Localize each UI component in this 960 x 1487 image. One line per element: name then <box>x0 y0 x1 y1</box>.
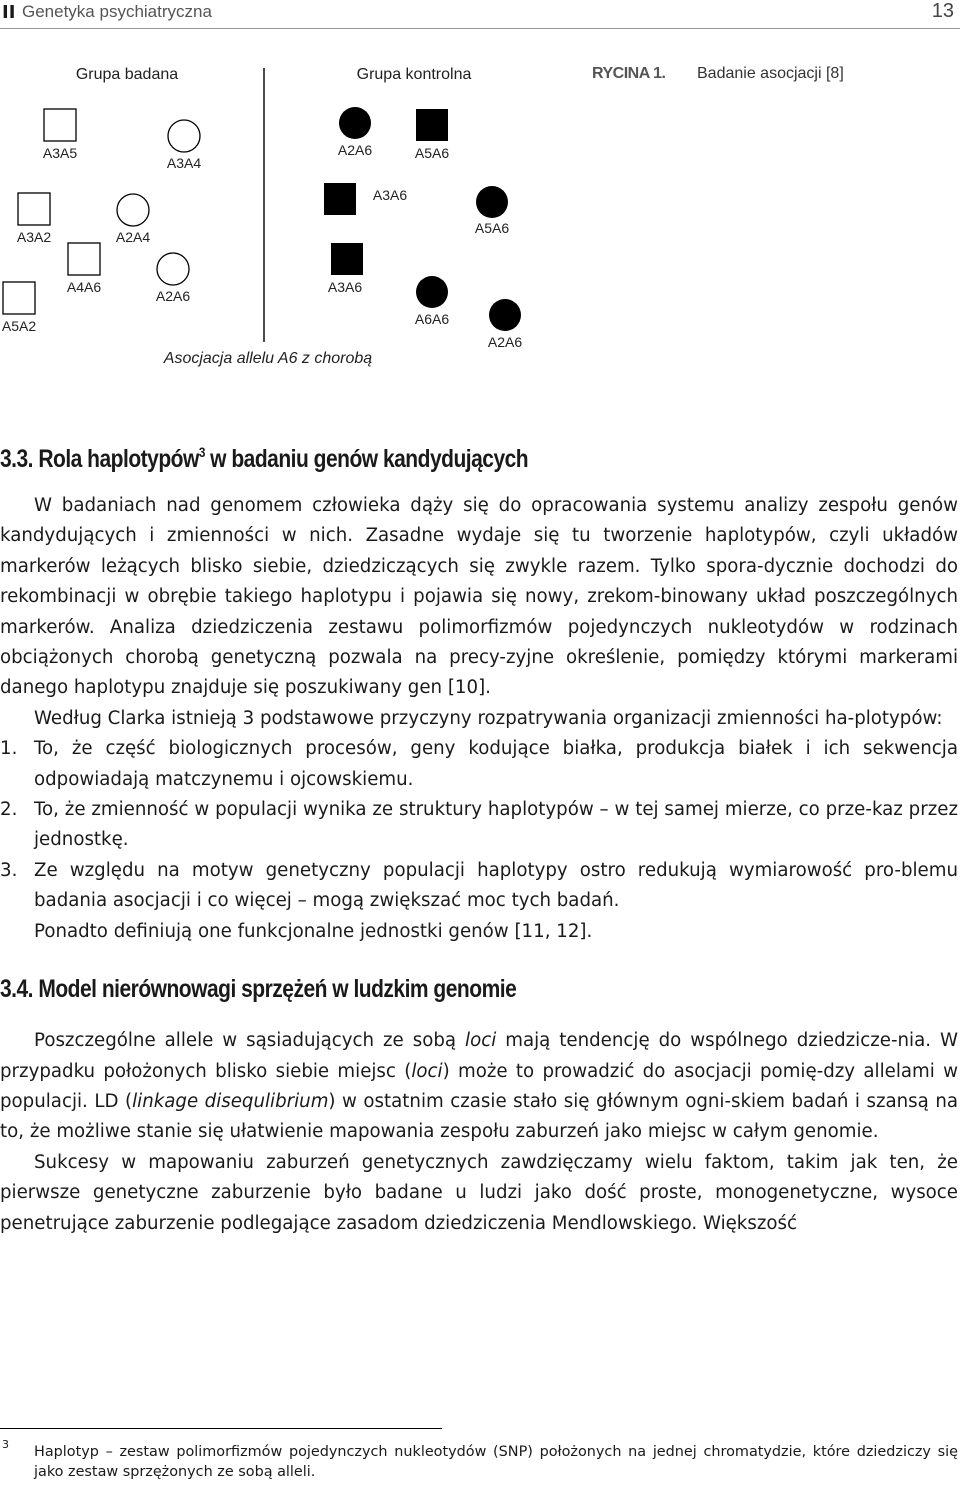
study-individual-7-genotype: A5A2 <box>1 318 37 334</box>
list-item: 1. To, że część biologicznych procesów, geny kodujące białka, produkcja białek i ich sekwencja odpowiadają matczynemu i ojcowskiemu. <box>0 738 958 790</box>
pedigree-diagram <box>0 40 960 390</box>
study-individual-1-genotype: A3A5 <box>42 145 78 161</box>
study-individual-5-square <box>68 243 100 275</box>
control-group-label: Grupa kontrolna <box>356 66 472 83</box>
section-number: 3.3. <box>0 445 34 473</box>
figure-caption-label: RYCINA 1. <box>592 65 666 82</box>
section-title-part2: w badaniu genów kandydujących <box>204 445 529 473</box>
paragraph-clark: Według Clarka istnieją 3 podstawowe przyczyny rozpatrywania organizacji zmienności ha-plotypów: <box>34 707 943 729</box>
control-individual-3-square <box>324 183 356 215</box>
footnote-text: Haplotyp – zestaw polimorfizmów pojedynczych nukleotydów (SNP) położonych na jednej chromatydzie, które dziedziczy się jako zestaw sprzężonych ze sobą alleli. <box>34 1444 958 1480</box>
study-individual-1-square <box>44 109 76 141</box>
paragraph-mapping: Sukcesy w mapowaniu zaburzeń genetycznych zawdzięczamy wielu faktom, takim jak ten, że pierwsze genetyczne zaburzenie było badane u ludzi jako dość proste, monogenetyczne, wysoce penetrujące zaburzenie podlegające zasadom dziedziczenia Mendlowskiego. Większość <box>0 1151 958 1234</box>
figure-caption-text: Badanie asocjacji [8] <box>697 65 844 82</box>
control-individual-1-genotype: A2A6 <box>337 142 373 158</box>
running-header <box>0 0 960 28</box>
control-individual-5-genotype: A3A6 <box>327 279 363 295</box>
control-individual-4-genotype: A5A6 <box>474 220 510 236</box>
control-individual-6-genotype: A6A6 <box>414 311 450 327</box>
study-individual-2-genotype: A3A4 <box>166 155 202 171</box>
paragraph-haplotypes: W badaniach nad genomem człowieka dąży się do opracowania systemu analizy zespołu genów kandydujących i zmienności w nich. Zasadne wydaje się tu tworzenie haplotypów, czyli układów markerów leżących blisko siebie, dziedziczących się zwykle razem. Tylko spora-dycznie dochodzi do rekombinacji w obrębie takiego haplotypu i pojawia się nowy, zrekom-binowany układ poszczególnych markerów. Analiza dziedziczenia zestawu polimorfizmów pojedynczych nukleotydów w rodzinach obciążonych chorobą genetyczną pozwala na precy-zyjne określenie, pomiędzy którymi markerami danego haplotypu znajduje się poszukiwany gen [10]. <box>0 495 958 699</box>
control-individual-2-genotype: A5A6 <box>414 145 450 161</box>
study-individual-3-square <box>18 193 50 225</box>
control-individual-2-square <box>416 109 448 141</box>
footnote-mark: 3 <box>2 1438 9 1451</box>
control-individual-5-square <box>331 243 363 275</box>
page-number: 13 <box>931 0 954 22</box>
study-individual-4-genotype: A2A4 <box>115 229 151 245</box>
list-item: 2. To, że zmienność w populacji wynika ze struktury haplotypów – w tej samej mierze, co prze-kaz przez jednostkę. <box>0 799 958 851</box>
figure-association-study <box>0 40 960 390</box>
study-individual-4-circle <box>117 194 149 226</box>
section-heading-3-4: 3.4. Model nierównowagi sprzężeń w ludzkim genomie <box>0 975 517 1004</box>
list-continuation: Ponadto definiują one funkcjonalne jednostki genów [11, 12]. <box>34 920 593 942</box>
association-label: Asocjacja allelu A6 z chorobą <box>163 350 373 367</box>
paragraph-ld: Poszczególne allele w sąsiadujących ze sobą loci mają tendencję do wspólnego dziedzicze-nia. W przypadku położonych blisko siebie miejsc (loci) może to prowadzić do asocjacji pomię-dzy allelami w populacji. LD (linkage disequlibrium) w ostatnim czasie stało się głównym ogni-skiem badań i szansą na to, że możliwe stanie się ułatwienie mapowania zespołu zaburzeń jako miejsc w całym genomie. <box>0 1030 958 1143</box>
footnote-reference: 3 <box>198 444 205 460</box>
section-mark: II <box>2 2 16 23</box>
section-heading-3-3 <box>0 432 805 472</box>
article-body <box>0 432 958 1239</box>
footnote-rule <box>0 1428 442 1429</box>
study-individual-7-square <box>3 282 35 314</box>
control-individual-7-circle <box>489 299 521 331</box>
study-individual-3-genotype: A3A2 <box>16 229 52 245</box>
list-item: 3. Ze względu na motyw genetyczny populacji haplotypy ostro redukują wymiarowość pro-blemu badania asocjacji i co więcej – mogą zwiększać moc tych badań. <box>0 859 958 912</box>
study-individual-2-circle <box>168 120 200 152</box>
control-individual-7-genotype: A2A6 <box>487 334 523 350</box>
control-individual-4-circle <box>476 186 508 218</box>
control-individual-3-genotype: A3A6 <box>372 187 408 203</box>
study-individual-6-genotype: A2A6 <box>155 288 191 304</box>
control-individual-6-circle <box>416 276 448 308</box>
study-individual-5-genotype: A4A6 <box>66 279 102 295</box>
section-title-part1: Rola haplotypów <box>38 445 199 473</box>
study-group-label: Grupa badana <box>75 66 179 83</box>
header-rule <box>0 28 960 29</box>
study-individual-6-circle <box>157 253 189 285</box>
control-individual-1-circle <box>339 107 371 139</box>
running-title: Genetyka psychiatryczna <box>22 2 212 21</box>
